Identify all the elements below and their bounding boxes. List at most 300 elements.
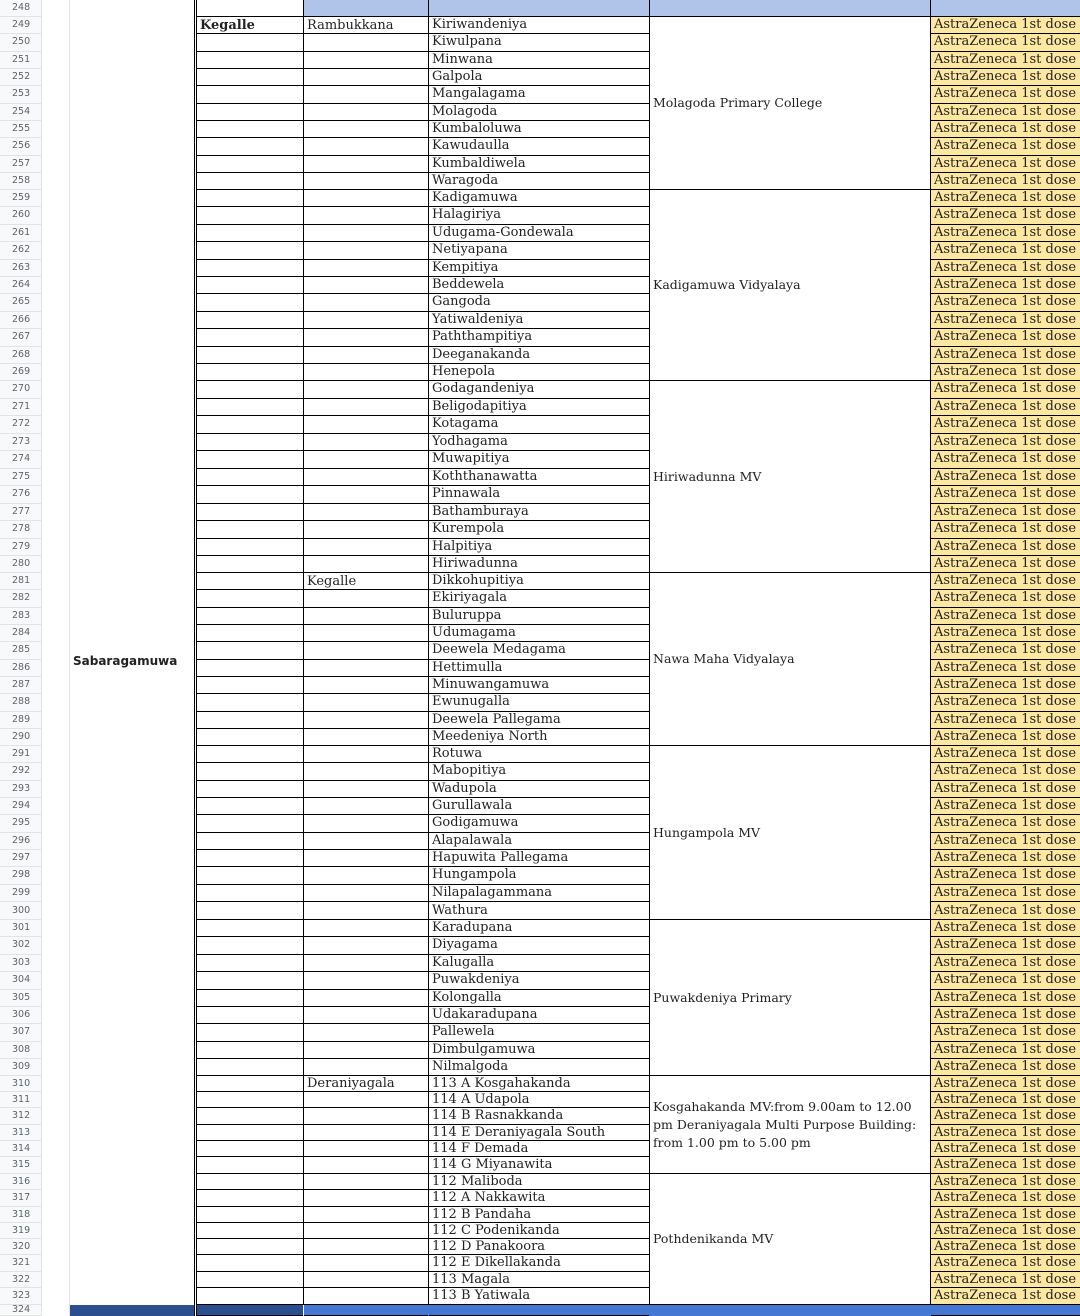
gn-division-cell[interactable]: Kurempola bbox=[432, 521, 505, 536]
row-number[interactable]: 286 bbox=[0, 660, 41, 677]
row-border bbox=[197, 1006, 303, 1007]
row-number[interactable]: 253 bbox=[0, 86, 41, 103]
gn-division-cell[interactable]: Udumagama bbox=[432, 625, 516, 640]
row-border bbox=[304, 1058, 428, 1059]
gn-division-cell[interactable]: Gangoda bbox=[432, 294, 491, 310]
row-number[interactable]: 315 bbox=[0, 1157, 41, 1174]
row-border bbox=[197, 328, 303, 329]
gn-division-cell[interactable]: Pallewela bbox=[432, 1024, 495, 1040]
footer-cell[interactable] bbox=[70, 1305, 194, 1316]
row-border bbox=[197, 814, 303, 815]
row-border bbox=[197, 1189, 303, 1190]
row-border bbox=[304, 398, 428, 399]
gn-division-cell[interactable]: Beddewela bbox=[432, 277, 505, 292]
dose-cell[interactable]: AstraZeneca 1st dose bbox=[931, 763, 1080, 779]
dose-cell[interactable]: AstraZeneca 1st dose bbox=[931, 486, 1080, 503]
dose-cell[interactable]: AstraZeneca 1st dose bbox=[931, 34, 1080, 50]
row-border bbox=[304, 241, 428, 242]
dose-cell[interactable]: AstraZeneca 1st dose bbox=[931, 590, 1080, 606]
row-number[interactable]: 313 bbox=[0, 1125, 41, 1141]
gn-division-cell[interactable]: 112 A Nakkawita bbox=[432, 1190, 546, 1206]
row-border bbox=[197, 1041, 303, 1042]
row-number[interactable]: 262 bbox=[0, 242, 41, 259]
row-number[interactable]: 321 bbox=[0, 1255, 41, 1271]
gn-division-cell[interactable]: Nilmalgoda bbox=[432, 1059, 509, 1074]
header-cell[interactable] bbox=[429, 0, 649, 17]
dose-cell[interactable]: AstraZeneca 1st dose bbox=[931, 504, 1080, 521]
dose-cell[interactable]: AstraZeneca 1st dose bbox=[931, 469, 1080, 486]
gn-division-cell[interactable]: Deewela Medagama bbox=[432, 642, 566, 658]
gn-division-cell[interactable]: Yodhagama bbox=[432, 433, 508, 449]
dose-cell[interactable]: AstraZeneca 1st dose bbox=[931, 1157, 1080, 1173]
gn-division-cell[interactable]: Dimbulgamuwa bbox=[432, 1041, 536, 1057]
row-border bbox=[197, 555, 303, 556]
gn-division-cell[interactable]: 114 A Udapola bbox=[432, 1092, 530, 1108]
row-number[interactable]: 289 bbox=[0, 712, 41, 729]
row-number[interactable]: 255 bbox=[0, 121, 41, 138]
row-border bbox=[304, 468, 428, 469]
header-cell[interactable] bbox=[304, 0, 428, 17]
row-number[interactable]: 296 bbox=[0, 833, 41, 850]
gn-division-cell[interactable]: Bathamburaya bbox=[432, 503, 529, 519]
gn-division-cell[interactable]: 112 C Podenikanda bbox=[432, 1222, 560, 1238]
gn-division-cell[interactable]: Henepola bbox=[432, 364, 496, 379]
row-number[interactable]: 254 bbox=[0, 104, 41, 121]
dose-cell[interactable]: AstraZeneca 1st dose bbox=[931, 451, 1080, 468]
row-number[interactable]: 291 bbox=[0, 746, 41, 763]
header-cell[interactable] bbox=[931, 0, 1080, 17]
gn-division-cell[interactable]: Kempitiya bbox=[432, 259, 499, 275]
row-number[interactable]: 299 bbox=[0, 885, 41, 902]
gn-division-cell[interactable]: Halpitiya bbox=[432, 538, 493, 554]
dose-cell[interactable]: AstraZeneca 1st dose bbox=[931, 69, 1080, 85]
gn-division-cell[interactable]: Deewela Pallegama bbox=[432, 711, 561, 727]
row-number[interactable]: 251 bbox=[0, 52, 41, 69]
venue-cell[interactable]: Puwakdeniya Primary bbox=[653, 989, 792, 1005]
venue-cell[interactable]: Hungampola MV bbox=[653, 824, 761, 840]
dose-cell[interactable]: AstraZeneca 1st dose bbox=[931, 434, 1080, 451]
dose-cell[interactable]: AstraZeneca 1st dose bbox=[931, 972, 1080, 988]
row-number[interactable]: 307 bbox=[0, 1024, 41, 1041]
venue-cell[interactable]: Pothdenikanda MV bbox=[653, 1231, 774, 1246]
dose-cell[interactable]: AstraZeneca 1st dose bbox=[931, 694, 1080, 710]
gn-division-cell[interactable]: Mabopitiya bbox=[432, 763, 507, 779]
gn-division-cell[interactable]: 113 Magala bbox=[432, 1271, 510, 1287]
gn-division-cell[interactable]: Koththanawatta bbox=[432, 468, 538, 484]
row-number[interactable]: 290 bbox=[0, 729, 41, 746]
gn-division-cell[interactable]: Gurullawala bbox=[432, 798, 513, 813]
row-border bbox=[304, 936, 428, 937]
row-border bbox=[197, 51, 303, 52]
row-number[interactable]: 293 bbox=[0, 781, 41, 798]
row-border bbox=[197, 659, 303, 660]
row-border bbox=[197, 866, 303, 867]
row-number[interactable]: 292 bbox=[0, 763, 41, 780]
row-number[interactable]: 318 bbox=[0, 1207, 41, 1223]
row-number[interactable]: 300 bbox=[0, 902, 41, 920]
venue-cell[interactable]: Hiriwadunna MV bbox=[653, 468, 762, 484]
row-number[interactable]: 269 bbox=[0, 364, 41, 381]
gn-division-cell[interactable]: 114 E Deraniyagala South bbox=[432, 1124, 606, 1140]
row-number[interactable]: 249 bbox=[0, 17, 41, 34]
row-border bbox=[304, 172, 428, 173]
dose-cell[interactable]: AstraZeneca 1st dose bbox=[931, 1059, 1080, 1075]
row-border bbox=[304, 276, 428, 277]
dose-cell[interactable]: AstraZeneca 1st dose bbox=[931, 1174, 1080, 1189]
region-cell[interactable]: Sabaragamuwa bbox=[73, 653, 178, 668]
row-border bbox=[304, 433, 428, 434]
gn-division-cell[interactable]: Kolongalla bbox=[432, 989, 502, 1005]
row-border bbox=[197, 172, 303, 173]
gn-division-cell[interactable]: Udugama-Gondewala bbox=[432, 224, 574, 240]
gn-division-cell[interactable]: Netiyapana bbox=[432, 242, 508, 258]
dose-cell[interactable]: AstraZeneca 1st dose bbox=[931, 746, 1080, 762]
row-number[interactable]: 259 bbox=[0, 190, 41, 207]
dose-cell[interactable]: AstraZeneca 1st dose bbox=[931, 729, 1080, 745]
row-number[interactable]: 324 bbox=[0, 1305, 41, 1316]
dose-cell[interactable]: AstraZeneca 1st dose bbox=[931, 539, 1080, 556]
gn-division-cell[interactable]: Ekiriyagala bbox=[432, 590, 507, 606]
gn-division-cell[interactable]: Hapuwita Pallegama bbox=[432, 850, 569, 865]
district-cell[interactable]: Kegalle bbox=[200, 18, 255, 33]
row-border bbox=[304, 1140, 428, 1141]
gn-division-cell[interactable]: Kiriwandeniya bbox=[432, 17, 528, 32]
row-number[interactable]: 303 bbox=[0, 955, 41, 972]
row-number[interactable]: 308 bbox=[0, 1042, 41, 1059]
row-number[interactable]: 285 bbox=[0, 642, 41, 659]
dose-cell[interactable]: AstraZeneca 1st dose bbox=[931, 712, 1080, 728]
dose-cell[interactable]: AstraZeneca 1st dose bbox=[931, 277, 1080, 293]
dose-cell[interactable]: AstraZeneca 1st dose bbox=[931, 677, 1080, 693]
row-border bbox=[197, 398, 303, 399]
dose-cell[interactable]: AstraZeneca 1st dose bbox=[931, 190, 1080, 206]
row-border bbox=[197, 1173, 303, 1174]
row-border bbox=[197, 919, 303, 920]
gn-division-cell[interactable]: Kiwulpana bbox=[432, 34, 502, 50]
row-number[interactable]: 294 bbox=[0, 798, 41, 815]
row-number[interactable]: 304 bbox=[0, 972, 41, 989]
gn-division-cell[interactable]: Alapalawala bbox=[432, 832, 513, 848]
gn-division-cell[interactable]: Molagoda bbox=[432, 103, 498, 119]
row-border bbox=[304, 485, 428, 486]
venue-cell[interactable]: Molagoda Primary College bbox=[653, 95, 823, 110]
row-number[interactable]: 295 bbox=[0, 815, 41, 832]
row-border bbox=[304, 780, 428, 781]
gn-division-cell[interactable]: Wadupola bbox=[432, 780, 497, 796]
moh-area-cell[interactable]: Rambukkana bbox=[307, 18, 394, 33]
row-border bbox=[197, 450, 303, 451]
row-number[interactable]: 306 bbox=[0, 1007, 41, 1024]
dose-cell[interactable]: AstraZeneca 1st dose bbox=[931, 642, 1080, 658]
moh-area-cell[interactable]: Deraniyagala bbox=[307, 1076, 395, 1091]
dose-cell[interactable]: AstraZeneca 1st dose bbox=[931, 833, 1080, 849]
dose-cell[interactable]: AstraZeneca 1st dose bbox=[931, 1239, 1080, 1254]
row-border bbox=[197, 572, 303, 573]
gn-division-cell[interactable]: Hiriwadunna bbox=[432, 556, 518, 571]
row-number[interactable]: 278 bbox=[0, 521, 41, 539]
row-border bbox=[304, 919, 428, 920]
dose-cell[interactable]: AstraZeneca 1st dose bbox=[931, 885, 1080, 901]
dose-cell[interactable]: AstraZeneca 1st dose bbox=[931, 52, 1080, 68]
row-border bbox=[304, 415, 428, 416]
venue-cell[interactable]: Nawa Maha Vidyalaya bbox=[653, 651, 795, 666]
dose-cell[interactable]: AstraZeneca 1st dose bbox=[931, 381, 1080, 398]
header-cell[interactable] bbox=[650, 0, 930, 17]
gn-division-cell[interactable]: 112 D Panakoora bbox=[432, 1239, 546, 1255]
row-border bbox=[197, 1304, 303, 1305]
row-number[interactable]: 280 bbox=[0, 556, 41, 573]
dose-cell[interactable]: AstraZeneca 1st dose bbox=[931, 294, 1080, 310]
row-number[interactable]: 272 bbox=[0, 416, 41, 434]
row-border bbox=[197, 1254, 303, 1255]
row-number[interactable]: 282 bbox=[0, 590, 41, 607]
dose-cell[interactable]: AstraZeneca 1st dose bbox=[931, 1108, 1080, 1123]
row-number[interactable]: 301 bbox=[0, 920, 41, 937]
dose-cell[interactable]: AstraZeneca 1st dose bbox=[931, 608, 1080, 624]
dose-cell[interactable]: AstraZeneca 1st dose bbox=[931, 1288, 1080, 1304]
gn-division-cell[interactable]: Karadupana bbox=[432, 920, 513, 935]
dose-cell[interactable]: AstraZeneca 1st dose bbox=[931, 937, 1080, 953]
row-border bbox=[304, 363, 428, 364]
row-number[interactable]: 309 bbox=[0, 1059, 41, 1076]
gn-division-cell[interactable]: Dikkohupitiya bbox=[432, 573, 524, 588]
gn-division-cell[interactable]: Beligodapitiya bbox=[432, 398, 527, 414]
gn-division-cell[interactable]: Galpola bbox=[432, 69, 483, 84]
dose-cell[interactable]: AstraZeneca 1st dose bbox=[931, 1092, 1080, 1107]
row-border bbox=[304, 989, 428, 990]
row-border bbox=[304, 1206, 428, 1207]
dose-cell[interactable]: AstraZeneca 1st dose bbox=[931, 416, 1080, 433]
row-number[interactable]: 265 bbox=[0, 294, 41, 311]
row-number[interactable]: 302 bbox=[0, 937, 41, 954]
dose-cell[interactable]: AstraZeneca 1st dose bbox=[931, 17, 1080, 33]
dose-cell[interactable]: AstraZeneca 1st dose bbox=[931, 104, 1080, 120]
row-border bbox=[304, 85, 428, 86]
row-number[interactable]: 252 bbox=[0, 69, 41, 86]
dose-cell[interactable]: AstraZeneca 1st dose bbox=[931, 260, 1080, 276]
row-number[interactable]: 248 bbox=[0, 0, 41, 17]
dose-cell[interactable]: AstraZeneca 1st dose bbox=[931, 521, 1080, 538]
row-number[interactable]: 316 bbox=[0, 1174, 41, 1190]
row-number[interactable]: 320 bbox=[0, 1239, 41, 1255]
gn-division-cell[interactable]: 114 G Miyanawita bbox=[432, 1157, 553, 1172]
venue-cell[interactable]: Kosgahakanda MV:from 9.00am to 12.00 pm Deraniyagala Multi Purpose Building: from 1.00 pm to 5.00 pm bbox=[653, 1098, 917, 1150]
row-number[interactable]: 277 bbox=[0, 504, 41, 522]
dose-cell[interactable]: AstraZeneca 1st dose bbox=[931, 955, 1080, 971]
dose-cell[interactable]: AstraZeneca 1st dose bbox=[931, 815, 1080, 831]
dose-cell[interactable]: AstraZeneca 1st dose bbox=[931, 1007, 1080, 1023]
gn-division-cell[interactable]: 114 F Demada bbox=[432, 1140, 529, 1156]
row-number[interactable]: 283 bbox=[0, 608, 41, 625]
gn-division-cell[interactable]: Minuwangamuwa bbox=[432, 677, 550, 692]
dose-cell[interactable]: AstraZeneca 1st dose bbox=[931, 347, 1080, 363]
dose-cell[interactable]: AstraZeneca 1st dose bbox=[931, 1207, 1080, 1222]
dose-cell[interactable]: AstraZeneca 1st dose bbox=[931, 225, 1080, 241]
row-number[interactable]: 263 bbox=[0, 260, 41, 277]
venue-cell[interactable]: Kadigamuwa Vidyalaya bbox=[653, 277, 801, 292]
dose-cell[interactable]: AstraZeneca 1st dose bbox=[931, 242, 1080, 258]
dose-cell[interactable]: AstraZeneca 1st dose bbox=[931, 86, 1080, 102]
dose-cell[interactable]: AstraZeneca 1st dose bbox=[931, 207, 1080, 223]
row-border bbox=[197, 68, 303, 69]
dose-cell[interactable]: AstraZeneca 1st dose bbox=[931, 1141, 1080, 1156]
row-number[interactable]: 250 bbox=[0, 34, 41, 51]
gn-division-cell[interactable]: 113 A Kosgahakanda bbox=[432, 1076, 571, 1091]
gn-division-cell[interactable]: Mangalagama bbox=[432, 86, 526, 102]
row-border bbox=[197, 832, 303, 833]
gn-division-cell[interactable]: Udakaradupana bbox=[432, 1006, 538, 1022]
row-border bbox=[304, 884, 428, 885]
dose-cell[interactable]: AstraZeneca 1st dose bbox=[931, 1272, 1080, 1287]
dose-cell[interactable]: AstraZeneca 1st dose bbox=[931, 867, 1080, 883]
row-number[interactable]: 275 bbox=[0, 469, 41, 487]
row-border bbox=[197, 762, 303, 763]
gn-division-cell[interactable]: Halagiriya bbox=[432, 207, 501, 223]
gn-division-cell[interactable]: Diyagama bbox=[432, 937, 498, 953]
dose-cell[interactable]: AstraZeneca 1st dose bbox=[931, 902, 1080, 919]
gn-division-cell[interactable]: Rotuwa bbox=[432, 746, 483, 761]
dose-cell[interactable]: AstraZeneca 1st dose bbox=[931, 312, 1080, 328]
row-number[interactable]: 268 bbox=[0, 347, 41, 364]
gn-division-cell[interactable]: Kotagama bbox=[432, 416, 499, 431]
gn-division-cell[interactable]: Kumbaloluwa bbox=[432, 121, 522, 136]
dose-cell[interactable]: AstraZeneca 1st dose bbox=[931, 156, 1080, 172]
gn-division-cell[interactable]: Buluruppa bbox=[432, 607, 502, 623]
row-number[interactable]: 266 bbox=[0, 312, 41, 329]
row-border bbox=[304, 676, 428, 677]
row-number[interactable]: 288 bbox=[0, 694, 41, 711]
row-number[interactable]: 257 bbox=[0, 156, 41, 173]
row-number[interactable]: 284 bbox=[0, 625, 41, 642]
row-border bbox=[304, 293, 428, 294]
row-number[interactable]: 312 bbox=[0, 1108, 41, 1124]
row-border bbox=[304, 1271, 428, 1272]
row-number[interactable]: 271 bbox=[0, 399, 41, 417]
gn-division-cell[interactable]: Kumbaldiwela bbox=[432, 155, 526, 171]
row-number[interactable]: 317 bbox=[0, 1190, 41, 1206]
dose-cell[interactable]: AstraZeneca 1st dose bbox=[931, 660, 1080, 676]
row-border bbox=[304, 728, 428, 729]
gn-division-cell[interactable]: Nilapalagammana bbox=[432, 884, 553, 900]
row-number[interactable]: 319 bbox=[0, 1223, 41, 1239]
dose-cell[interactable]: AstraZeneca 1st dose bbox=[931, 399, 1080, 416]
row-number[interactable]: 287 bbox=[0, 677, 41, 694]
row-border bbox=[197, 780, 303, 781]
row-number[interactable]: 279 bbox=[0, 539, 41, 557]
row-number[interactable]: 256 bbox=[0, 138, 41, 155]
gn-division-cell[interactable]: Paththampitiya bbox=[432, 329, 533, 345]
row-number[interactable]: 323 bbox=[0, 1288, 41, 1305]
row-border bbox=[197, 538, 303, 539]
gn-division-cell[interactable]: Pinnawala bbox=[432, 486, 501, 501]
row-number[interactable]: 258 bbox=[0, 173, 41, 190]
gn-division-cell[interactable]: Deeganakanda bbox=[432, 346, 531, 362]
gn-division-cell[interactable]: Ewunugalla bbox=[432, 694, 510, 710]
gn-division-cell[interactable]: Meedeniya North bbox=[432, 729, 548, 744]
gn-division-cell[interactable]: 113 B Yatiwala bbox=[432, 1288, 531, 1303]
dose-cell[interactable]: AstraZeneca 1st dose bbox=[931, 329, 1080, 345]
gn-division-cell[interactable]: 112 E Dikellakanda bbox=[432, 1255, 561, 1271]
row-number[interactable]: 298 bbox=[0, 867, 41, 884]
dose-cell[interactable]: AstraZeneca 1st dose bbox=[931, 781, 1080, 797]
gn-division-cell[interactable]: Godigamuwa bbox=[432, 815, 519, 831]
dose-cell[interactable]: AstraZeneca 1st dose bbox=[931, 920, 1080, 936]
row-number[interactable]: 305 bbox=[0, 990, 41, 1007]
row-border bbox=[197, 189, 303, 190]
row-border bbox=[197, 1023, 303, 1024]
row-number[interactable]: 260 bbox=[0, 207, 41, 224]
dose-cell[interactable]: AstraZeneca 1st dose bbox=[931, 364, 1080, 380]
dose-cell[interactable]: AstraZeneca 1st dose bbox=[931, 121, 1080, 137]
gn-division-cell[interactable]: Kawudaulla bbox=[432, 138, 510, 154]
row-number[interactable]: 270 bbox=[0, 381, 41, 399]
gn-division-cell[interactable]: Hettimulla bbox=[432, 659, 503, 675]
row-border bbox=[197, 241, 303, 242]
dose-cell[interactable]: AstraZeneca 1st dose bbox=[931, 1024, 1080, 1040]
row-border bbox=[304, 1107, 428, 1108]
row-number[interactable]: 274 bbox=[0, 451, 41, 469]
row-border bbox=[304, 538, 428, 539]
gn-division-cell[interactable]: Minwana bbox=[432, 51, 493, 67]
row-number[interactable]: 311 bbox=[0, 1092, 41, 1108]
dose-cell[interactable]: AstraZeneca 1st dose bbox=[931, 573, 1080, 589]
row-border bbox=[304, 450, 428, 451]
row-border bbox=[197, 589, 303, 590]
dose-cell[interactable]: AstraZeneca 1st dose bbox=[931, 1076, 1080, 1091]
moh-area-cell[interactable]: Kegalle bbox=[307, 574, 357, 589]
gn-division-cell[interactable]: Hungampola bbox=[432, 867, 517, 883]
row-number[interactable]: 314 bbox=[0, 1141, 41, 1157]
gn-division-cell[interactable]: 114 B Rasnakkanda bbox=[432, 1108, 564, 1124]
dose-cell[interactable]: AstraZeneca 1st dose bbox=[931, 625, 1080, 641]
row-border bbox=[304, 901, 428, 902]
row-number[interactable]: 276 bbox=[0, 486, 41, 504]
row-border bbox=[304, 51, 428, 52]
dose-cell[interactable]: AstraZeneca 1st dose bbox=[931, 990, 1080, 1006]
dose-cell[interactable]: AstraZeneca 1st dose bbox=[931, 798, 1080, 814]
gn-division-cell[interactable]: Kadigamuwa bbox=[432, 190, 518, 205]
gn-division-cell[interactable]: Yatiwaldeniya bbox=[432, 311, 524, 327]
row-number[interactable]: 322 bbox=[0, 1272, 41, 1288]
dose-cell[interactable]: AstraZeneca 1st dose bbox=[931, 1042, 1080, 1058]
dose-cell[interactable]: AstraZeneca 1st dose bbox=[931, 556, 1080, 572]
dose-cell[interactable]: AstraZeneca 1st dose bbox=[931, 1255, 1080, 1270]
row-number[interactable]: 297 bbox=[0, 850, 41, 867]
dose-cell[interactable]: AstraZeneca 1st dose bbox=[931, 173, 1080, 189]
gn-division-cell[interactable]: Muwapitiya bbox=[432, 451, 510, 466]
row-border bbox=[304, 1006, 428, 1007]
dose-cell[interactable]: AstraZeneca 1st dose bbox=[931, 850, 1080, 866]
row-number[interactable]: 264 bbox=[0, 277, 41, 294]
gn-division-cell[interactable]: 112 B Pandaha bbox=[432, 1206, 532, 1222]
gn-division-cell[interactable]: Godagandeniya bbox=[432, 381, 535, 396]
dose-cell[interactable]: AstraZeneca 1st dose bbox=[931, 1190, 1080, 1205]
gn-division-cell[interactable]: 112 Maliboda bbox=[432, 1174, 523, 1189]
gn-division-cell[interactable]: Wathura bbox=[432, 903, 488, 918]
gn-division-cell[interactable]: Kalugalla bbox=[432, 954, 495, 970]
row-number[interactable]: 261 bbox=[0, 225, 41, 242]
row-border bbox=[197, 624, 303, 625]
row-number[interactable]: 267 bbox=[0, 329, 41, 346]
dose-cell[interactable]: AstraZeneca 1st dose bbox=[931, 138, 1080, 154]
row-number[interactable]: 281 bbox=[0, 573, 41, 590]
gn-division-cell[interactable]: Waragoda bbox=[432, 173, 499, 188]
gn-division-cell[interactable]: Puwakdeniya bbox=[432, 972, 520, 988]
dose-cell[interactable]: AstraZeneca 1st dose bbox=[931, 1223, 1080, 1238]
row-number[interactable]: 310 bbox=[0, 1076, 41, 1092]
row-number[interactable]: 273 bbox=[0, 434, 41, 452]
dose-cell[interactable]: AstraZeneca 1st dose bbox=[931, 1125, 1080, 1140]
